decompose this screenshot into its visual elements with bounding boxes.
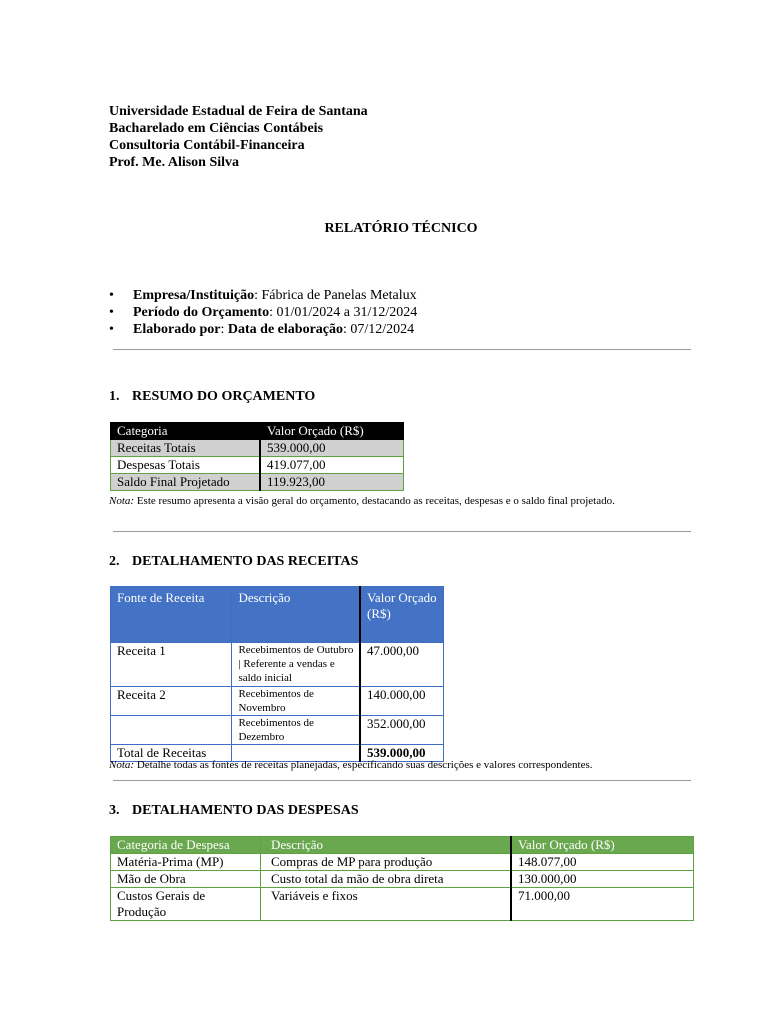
info-item-elaborado (109, 321, 417, 338)
table-cell: Variáveis e fixos (261, 888, 512, 921)
column-header: Categoria (111, 423, 261, 440)
divider (113, 780, 691, 781)
table-cell: 539.000,00 (360, 745, 444, 762)
table-row (111, 854, 694, 871)
table-cell: Custo total da mão de obra direta (261, 871, 512, 888)
table-cell: 419.077,00 (260, 457, 404, 474)
table-row (111, 440, 404, 457)
info-item-empresa (109, 287, 417, 304)
table-header-row (111, 837, 694, 854)
empresa-label: Empresa/Instituição (133, 288, 255, 303)
section-1-note (109, 494, 669, 508)
table-row (111, 643, 444, 687)
section-2-title (109, 554, 358, 570)
info-item-periodo (109, 304, 417, 321)
table-row (111, 687, 444, 716)
course-name: Bacharelado em Ciências Contábeis (109, 121, 324, 136)
table-cell: 140.000,00 (360, 687, 444, 716)
table-cell: Despesas Totais (111, 457, 261, 474)
table-cell: Receita 2 (111, 687, 232, 716)
section-3-number: 3. (109, 803, 120, 818)
section-2-note (109, 758, 709, 772)
table-row (111, 716, 444, 745)
elaborado-separator: : (220, 322, 228, 337)
table-header-row (111, 423, 404, 440)
subject-name: Consultoria Contábil-Financeira (109, 138, 305, 153)
section-1-title (109, 389, 315, 405)
section-2-number: 2. (109, 554, 120, 569)
column-header: Descrição (261, 837, 512, 854)
section-1-number: 1. (109, 389, 120, 404)
table-cell: Recebimentos de Dezembro (232, 716, 360, 745)
column-header: Fonte de Receita (111, 587, 232, 643)
periodo-value: : 01/01/2024 a 31/12/2024 (269, 305, 418, 320)
table-cell: Custos Gerais de Produção (111, 888, 261, 921)
table-cell: 352.000,00 (360, 716, 444, 745)
note-label: Nota: (109, 759, 135, 771)
table-cell: 130.000,00 (511, 871, 694, 888)
table-cell: Compras de MP para produção (261, 854, 512, 871)
data-value: : 07/12/2024 (343, 322, 415, 337)
table-cell: Receitas Totais (111, 440, 261, 457)
expense-detail-table (110, 836, 694, 921)
table-cell: 47.000,00 (360, 643, 444, 687)
table-cell: Receita 1 (111, 643, 232, 687)
column-header: Categoria de Despesa (111, 837, 261, 854)
university-name: Universidade Estadual de Feira de Santana (109, 104, 368, 119)
table-row (111, 457, 404, 474)
note-label: Nota: (109, 495, 135, 507)
column-header: Valor Orçado (R$) (360, 587, 444, 643)
periodo-label: Período do Orçamento (133, 305, 270, 320)
budget-summary-table (110, 422, 404, 491)
table-row (111, 888, 694, 921)
table-cell: 539.000,00 (260, 440, 404, 457)
section-1-label: RESUMO DO ORÇAMENTO (132, 389, 316, 404)
column-header: Valor Orçado (R$) (511, 837, 694, 854)
table-cell (111, 716, 232, 745)
column-header: Valor Orçado (R$) (260, 423, 404, 440)
table-cell: Mão de Obra (111, 871, 261, 888)
elaborado-label: Elaborado por (133, 322, 221, 337)
divider (113, 531, 691, 532)
table-cell: Total de Receitas (111, 745, 232, 762)
note-text: Este resumo apresenta a visão geral do orçamento, destacando as receitas, despesas e o saldo final projetado. (134, 495, 615, 507)
table-cell: Recebimentos de Novembro (232, 687, 360, 716)
note-text: Detalhe todas as fontes de receitas planejadas, especificando suas descrições e valores correspondentes. (134, 759, 593, 771)
document-header (109, 103, 368, 171)
table-cell: 148.077,00 (511, 854, 694, 871)
revenue-detail-table (110, 586, 444, 762)
professor-name: Prof. Me. Alison Silva (109, 155, 240, 170)
section-3-title (109, 803, 359, 819)
data-label: Data de elaboração (227, 322, 343, 337)
table-cell: Recebimentos de Outubro | Referente a vendas e saldo inicial (232, 643, 360, 687)
table-cell: 119.923,00 (260, 474, 404, 491)
column-header: Descrição (232, 587, 360, 643)
report-info-list (109, 287, 417, 338)
page-title: RELATÓRIO TÉCNICO (324, 221, 478, 236)
divider (113, 349, 691, 350)
empresa-value: : Fábrica de Panelas Metalux (254, 288, 417, 303)
section-2-label: DETALHAMENTO DAS RECEITAS (132, 554, 359, 569)
section-3-label: DETALHAMENTO DAS DESPESAS (132, 803, 359, 818)
table-cell: Matéria-Prima (MP) (111, 854, 261, 871)
table-cell: 71.000,00 (511, 888, 694, 921)
table-cell: Saldo Final Projetado (111, 474, 261, 491)
table-row (111, 474, 404, 491)
table-row (111, 871, 694, 888)
table-header-row (111, 587, 444, 643)
